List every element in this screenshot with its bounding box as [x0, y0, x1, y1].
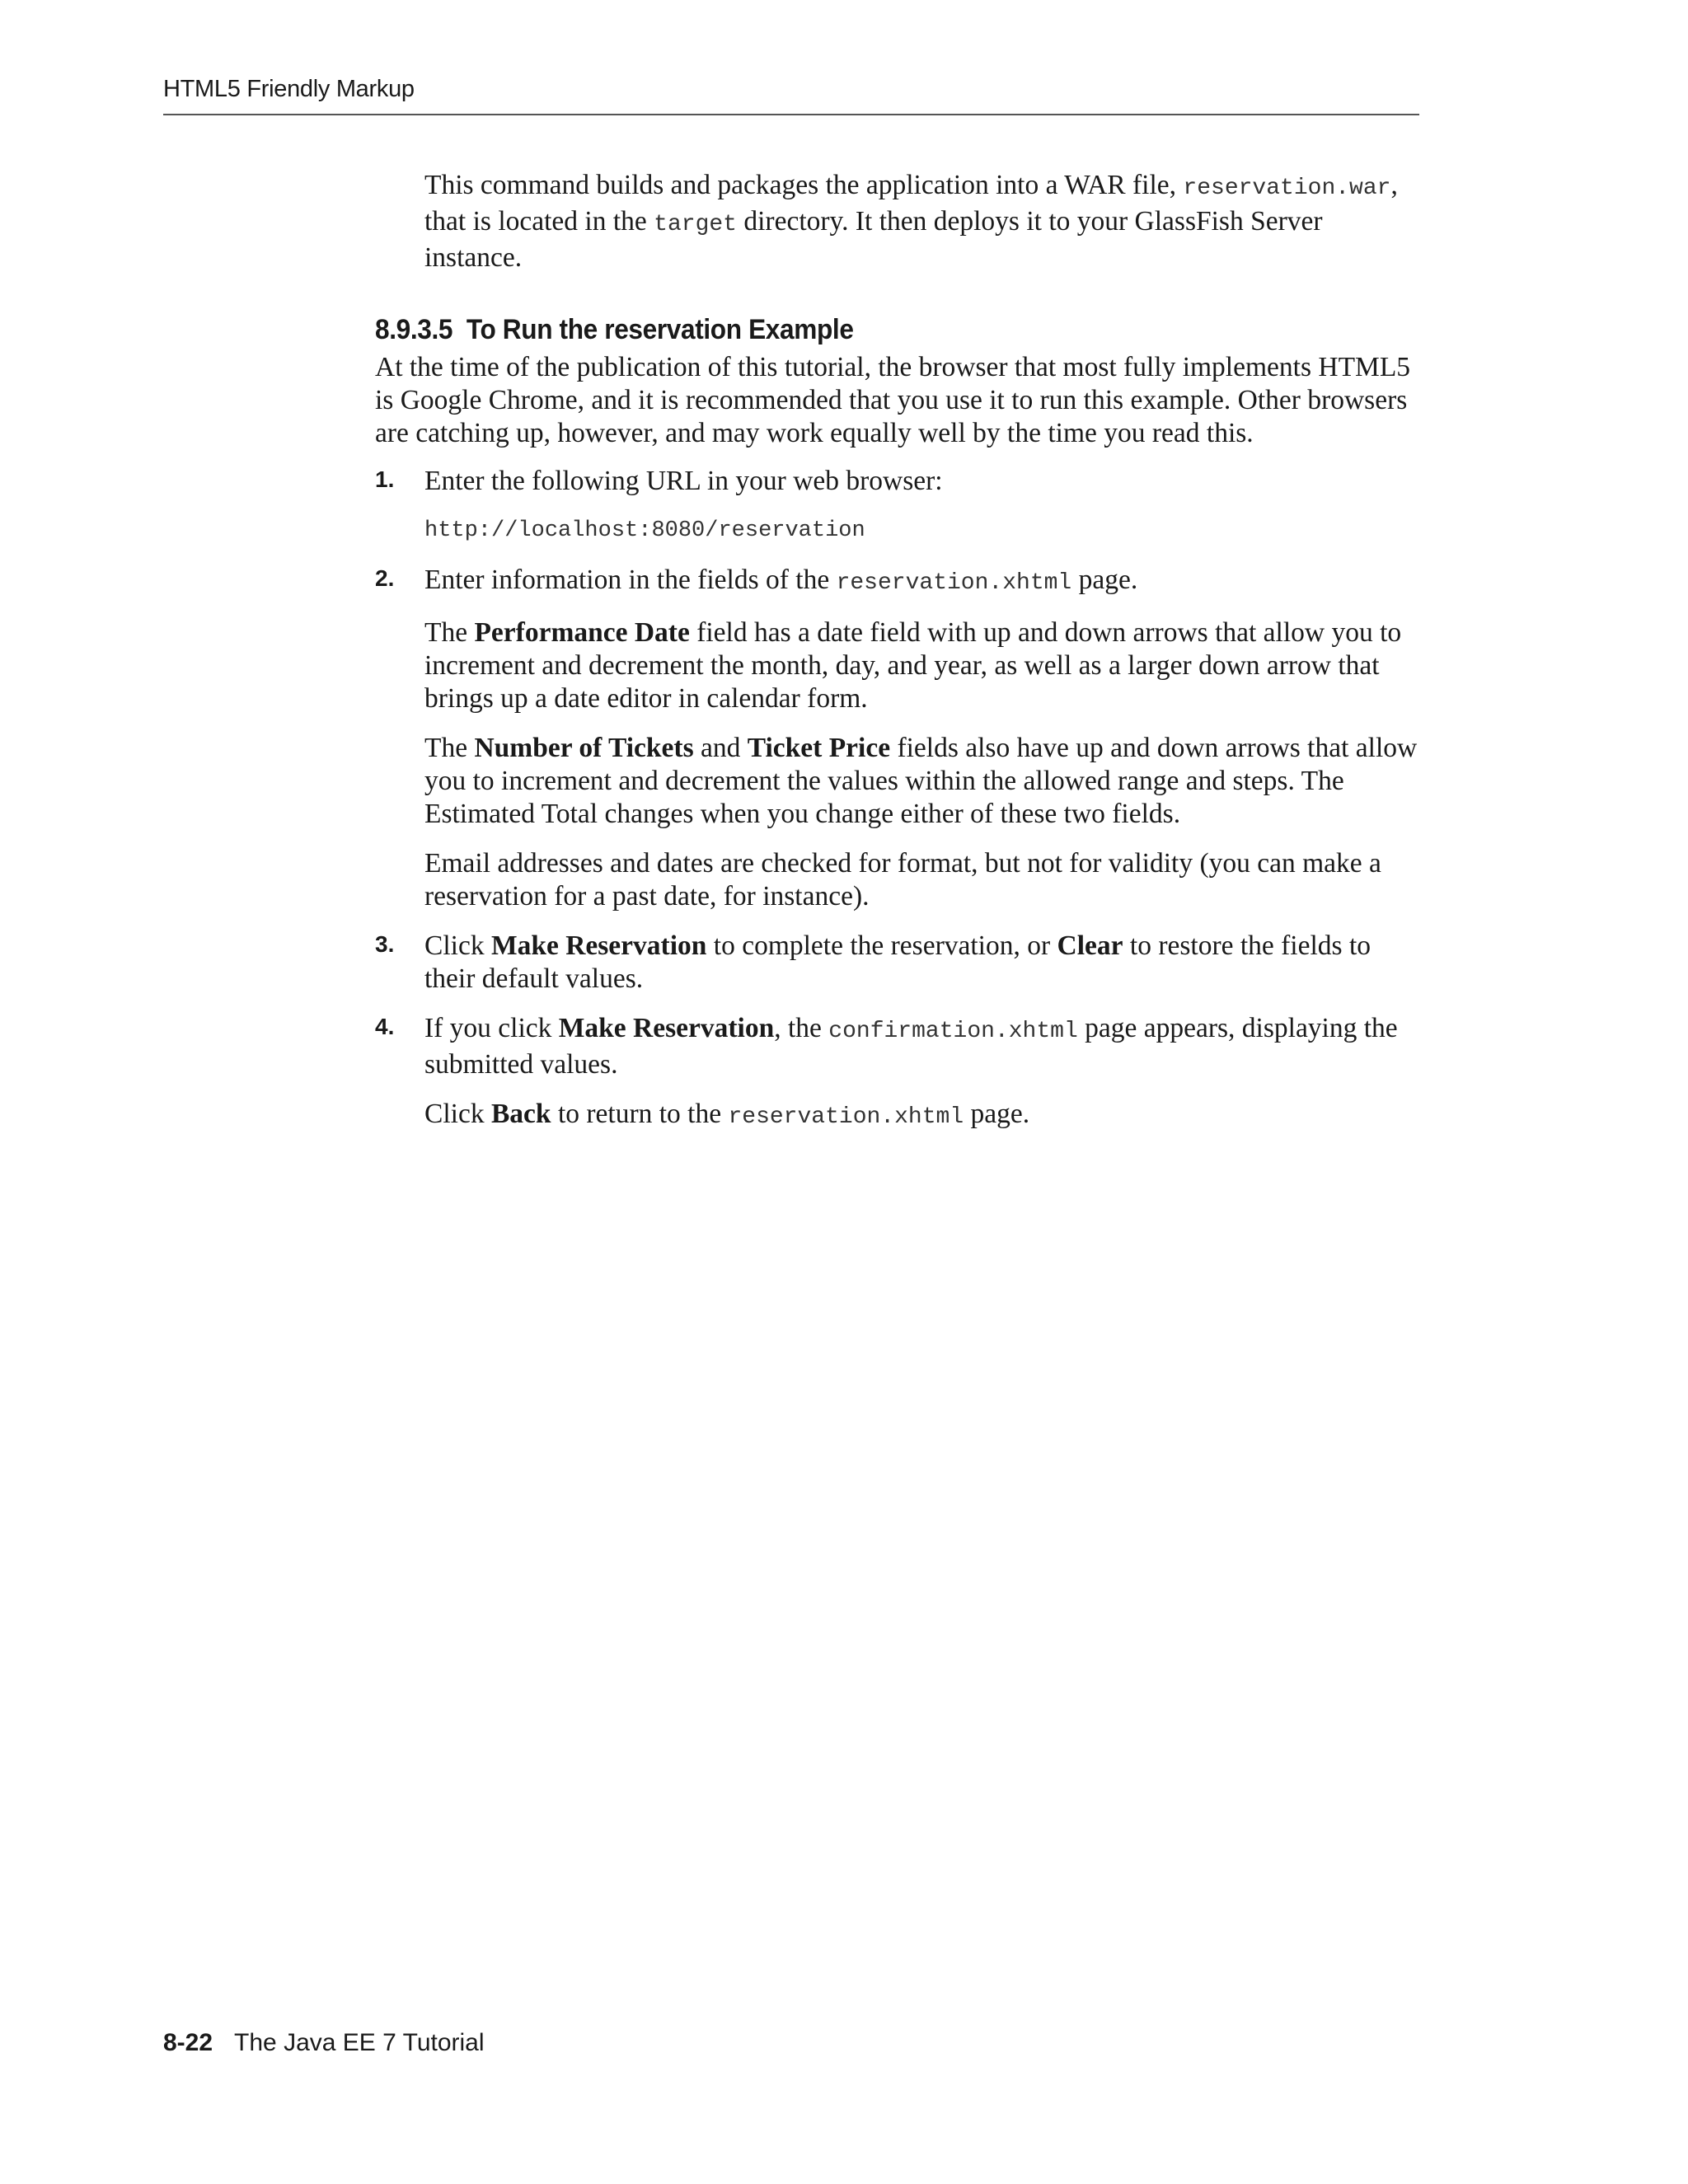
s4-text-c: page appears, displaying the submitted values. — [424, 1013, 1398, 1080]
term-ticket-price: Ticket Price — [747, 733, 891, 763]
step-1-text: Enter the following URL in your web browser: — [424, 466, 943, 496]
step-4-code: confirmation.xhtml — [828, 1019, 1078, 1044]
term-make-reservation: Make Reservation — [490, 930, 707, 961]
intro-code-war: reservation.war — [1183, 176, 1391, 201]
p3-text-b: and — [693, 733, 748, 763]
step-2-text — [424, 564, 1422, 600]
step-4-back-code: reservation.xhtml — [728, 1104, 964, 1130]
intro-text-a: This command builds and packages the application into a WAR file, — [424, 170, 1177, 200]
s4-p2-text-a: Click — [424, 1099, 491, 1129]
s3-text-c: to restore the fields to their default values. — [424, 930, 1372, 994]
step-1 — [375, 465, 1422, 547]
header-rule — [163, 114, 1419, 115]
book-title: The Java EE 7 Tutorial — [234, 2029, 485, 2056]
step-2-code: reservation.xhtml — [836, 570, 1072, 596]
intro-code-target: target — [654, 212, 737, 237]
p3-text-c: fields also have up and down arrows that allow you to increment and decrement the values within the allowed range and steps. The Estimated Total changes when you change either of these two fields. — [424, 733, 1418, 829]
s4-p2-text-b: to return to the — [551, 1099, 729, 1129]
term-make-reservation-2: Make Reservation — [558, 1013, 775, 1043]
intro-paragraph — [424, 169, 1422, 274]
step-1-number: 1. — [375, 466, 395, 492]
step-2-performance-date-paragraph — [424, 616, 1422, 715]
step-2 — [375, 564, 1422, 913]
page-footer — [163, 2029, 485, 2057]
s4-p2-text-c: page. — [964, 1099, 1030, 1129]
p2-text-b: field has a date field with up and down arrows that allow you to increment and decrement the month, day, and year, as well as a larger down arrow that brings up a date editor in calendar form. — [424, 617, 1402, 714]
step-2-email-paragraph: Email addresses and dates are checked for format, but not for validity (you can make a reservation for a past date, for instance). — [424, 848, 1381, 912]
step-3 — [375, 930, 1422, 996]
page-number: 8-22 — [163, 2029, 213, 2056]
section-heading — [375, 314, 1348, 346]
s4-text-a: If you click — [424, 1013, 559, 1043]
step-4 — [375, 1012, 1422, 1134]
step-4-back-paragraph — [424, 1098, 1422, 1134]
step-3-number: 3. — [375, 931, 395, 957]
intro-text-c: directory. It then deploys it to your GlassFish Server instance. — [424, 206, 1323, 273]
step-4-number: 4. — [375, 1014, 395, 1039]
p3-text-a: The — [424, 733, 475, 763]
step-4-text — [424, 1012, 1422, 1081]
steps-list — [375, 465, 1422, 1134]
step-2-text-b: page. — [1071, 565, 1138, 595]
running-header: HTML5 Friendly Markup — [163, 76, 415, 102]
p2-text-a: The — [424, 617, 475, 648]
s3-text-b: to complete the reservation, or — [706, 930, 1057, 961]
section-title: To Run the reservation Example — [466, 314, 854, 345]
page-content — [375, 169, 1422, 1151]
section-number: 8.9.3.5 — [375, 314, 453, 345]
step-3-text — [424, 930, 1422, 996]
step-1-url: http://localhost:8080/reservation — [424, 518, 865, 543]
intro-text-b: , that is located in the — [424, 170, 1398, 237]
section-lead-paragraph: At the time of the publication of this tutorial, the browser that most fully implements HTML5 is Google Chrome, and it is recommended that you use it to run this example. Other browsers are catching up, however, and may work equally well by the time you read this. — [375, 352, 1411, 448]
term-number-of-tickets: Number of Tickets — [474, 733, 694, 763]
term-clear: Clear — [1057, 930, 1123, 961]
step-2-text-a: Enter information in the fields of the — [424, 565, 837, 595]
s3-text-a: Click — [424, 930, 491, 961]
term-back: Back — [490, 1099, 551, 1129]
step-2-tickets-paragraph — [424, 732, 1422, 831]
step-2-number: 2. — [375, 565, 395, 591]
term-performance-date: Performance Date — [474, 617, 690, 648]
s4-text-b: , the — [774, 1013, 829, 1043]
